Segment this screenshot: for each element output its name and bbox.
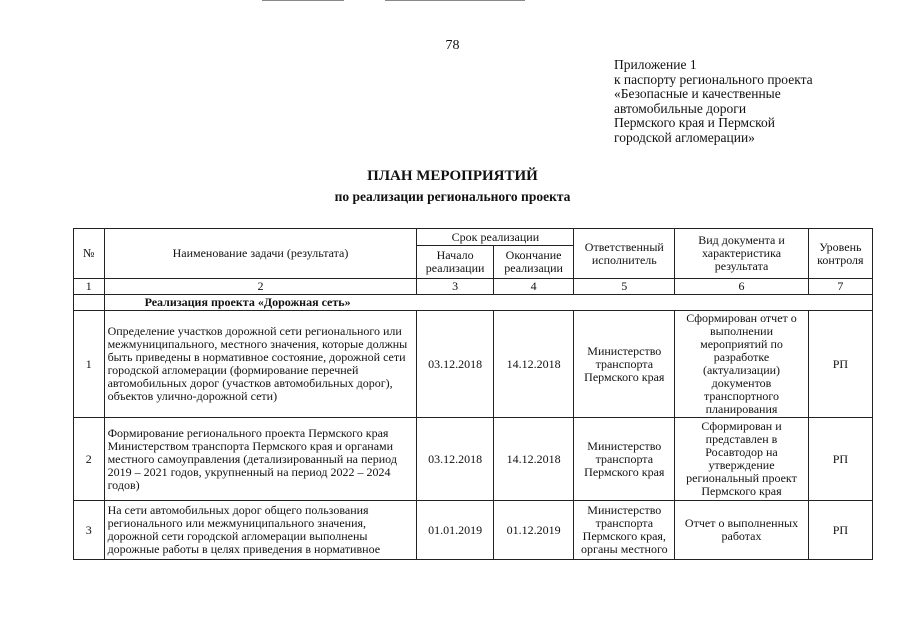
appendix-line: автомобильные дороги <box>614 100 747 116</box>
column-index: 6 <box>675 279 809 295</box>
row-task: Формирование регионального проекта Пермского края Министерством транспорта Пермского края и органами местного самоуправления (детализированный на период 2019 – 2021 годов, укрупненный на период 2022 – 2024 годов) <box>104 418 417 501</box>
row-start: 03.12.2018 <box>417 418 493 501</box>
header-num: № <box>74 229 105 279</box>
row-end: 01.12.2019 <box>493 501 574 560</box>
header-period: Срок реализации <box>417 229 574 246</box>
header-doc: Вид документа и характеристика результата <box>675 229 809 279</box>
row-responsible: Министерство транспорта Пермского края <box>574 311 675 418</box>
row-level: РП <box>808 418 872 501</box>
appendix-line: «Безопасные и качественные <box>614 86 781 101</box>
row-num: 3 <box>74 501 105 560</box>
row-num: 1 <box>74 311 105 418</box>
scan-top-rule-right <box>385 0 525 1</box>
appendix-line: Пермского края и Пермской <box>614 115 775 130</box>
table-row <box>74 418 873 501</box>
row-doc: Сформирован и представлен в Росавтодор на утверждение региональный проект Пермского края <box>675 418 809 501</box>
row-doc: Сформирован отчет о выполнении мероприятий по разработке (актуализации) документов транспортного планирования <box>675 311 809 418</box>
appendix-line: Приложение 1 <box>614 57 697 72</box>
plan-title: ПЛАН МЕРОПРИЯТИЙ <box>367 168 538 184</box>
row-end: 14.12.2018 <box>493 311 574 418</box>
row-end: 14.12.2018 <box>493 418 574 501</box>
column-index: 3 <box>417 279 493 295</box>
row-start: 01.01.2019 <box>417 501 493 560</box>
row-responsible: Министерство транспорта Пермского края, органы местного <box>574 501 675 560</box>
scan-top-rule-left <box>262 0 344 1</box>
column-index: 2 <box>104 279 417 295</box>
row-level: РП <box>808 501 872 560</box>
table-row <box>74 311 873 418</box>
column-index: 4 <box>493 279 574 295</box>
header-start: Начало реализации <box>417 246 493 279</box>
appendix-line: городской агломерации» <box>614 129 755 145</box>
row-doc: Отчет о выполненных работах <box>675 501 809 560</box>
column-index-row <box>74 279 873 295</box>
row-num: 2 <box>74 418 105 501</box>
header-task: Наименование задачи (результата) <box>104 229 417 279</box>
row-level: РП <box>808 311 872 418</box>
row-responsible: Министерство транспорта Пермского края <box>574 418 675 501</box>
row-start: 03.12.2018 <box>417 311 493 418</box>
section-title: Реализация проекта «Дорожная сеть» <box>104 295 872 311</box>
section-row <box>74 295 873 311</box>
plan-table <box>73 228 873 560</box>
page-number: 78 <box>445 38 460 53</box>
appendix-line: к паспорту регионального проекта <box>614 71 813 87</box>
column-index: 7 <box>808 279 872 295</box>
header-row <box>74 229 873 246</box>
row-task: Определение участков дорожной сети регионального или межмуниципального, местного значения, которые должны быть приведены в нормативное состояние, дорожной сети городской агломерации (формирование перечней автомобильных дорог (участков автомобильных дорог), объектов улично-дорожной сети) <box>104 311 417 418</box>
header-responsible: Ответственный исполнитель <box>574 229 675 279</box>
column-index: 5 <box>574 279 675 295</box>
appendix-note <box>614 58 904 145</box>
section-empty-cell <box>74 295 105 311</box>
table-row <box>74 501 873 560</box>
header-end: Окончание реализации <box>493 246 574 279</box>
header-level: Уровень контроля <box>808 229 872 279</box>
plan-subtitle: по реализации регионального проекта <box>334 189 571 204</box>
column-index: 1 <box>74 279 105 295</box>
row-task: На сети автомобильных дорог общего пользования регионального или межмуниципального значения, дорожной сети городской агломерации выполнены дорожные работы в целях приведения в нормативное <box>104 501 417 560</box>
